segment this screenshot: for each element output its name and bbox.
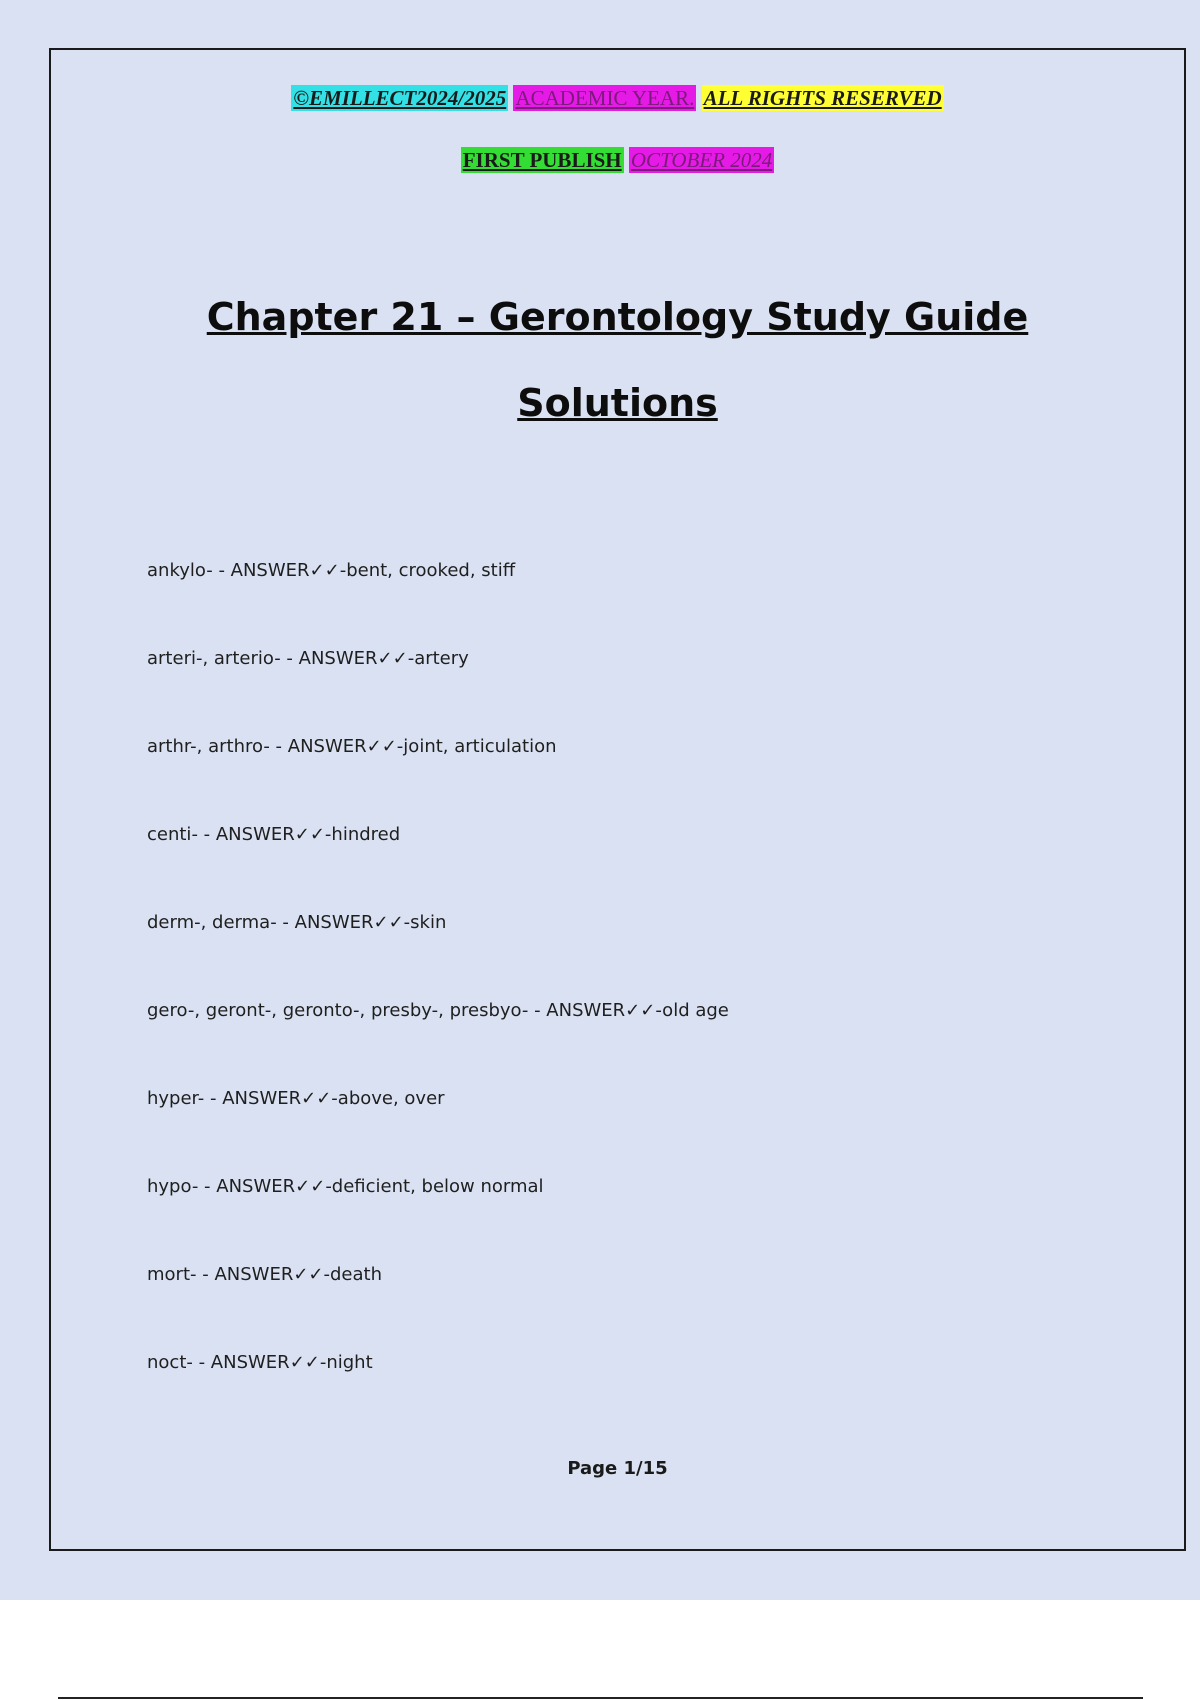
answer-entry: arthr-, arthro- - ANSWER✓✓-joint, articulation [147,736,557,757]
answer-list [147,560,729,1440]
publish-date-highlight: OCTOBER 2024 [630,148,773,172]
academic-year-highlight: ACADEMIC YEAR. [515,86,695,110]
copyright-line [51,86,1184,111]
answer-entry: centi- - ANSWER✓✓-hindred [147,824,401,845]
first-publish-highlight: FIRST PUBLISH [462,148,622,172]
page-number: Page 1/15 [567,1458,668,1479]
answer-entry: noct- - ANSWER✓✓-night [147,1352,373,1373]
document-title: Chapter 21 – Gerontology Study Guide [206,295,1029,339]
answer-entry: derm-, derma- - ANSWER✓✓-skin [147,912,447,933]
answer-entry: mort- - ANSWER✓✓-death [147,1264,382,1285]
answer-entry: arteri-, arterio- - ANSWER✓✓-artery [147,648,469,669]
copyright-highlight: ©EMILLECT2024/2025 [293,86,507,110]
publish-line [51,148,1184,173]
rights-highlight: ALL RIGHTS RESERVED [703,86,942,110]
page-frame [49,48,1186,1551]
document-subtitle: Solutions [517,381,718,425]
answer-entry: gero-, geront-, geronto-, presby-, presbyo- - ANSWER✓✓-old age [147,1000,729,1021]
answer-entry: hypo- - ANSWER✓✓-deficient, below normal [147,1176,544,1197]
answer-entry: ankylo- - ANSWER✓✓-bent, crooked, stiff [147,560,516,581]
next-page-rule [58,1697,1143,1699]
answer-entry: hyper- - ANSWER✓✓-above, over [147,1088,445,1109]
